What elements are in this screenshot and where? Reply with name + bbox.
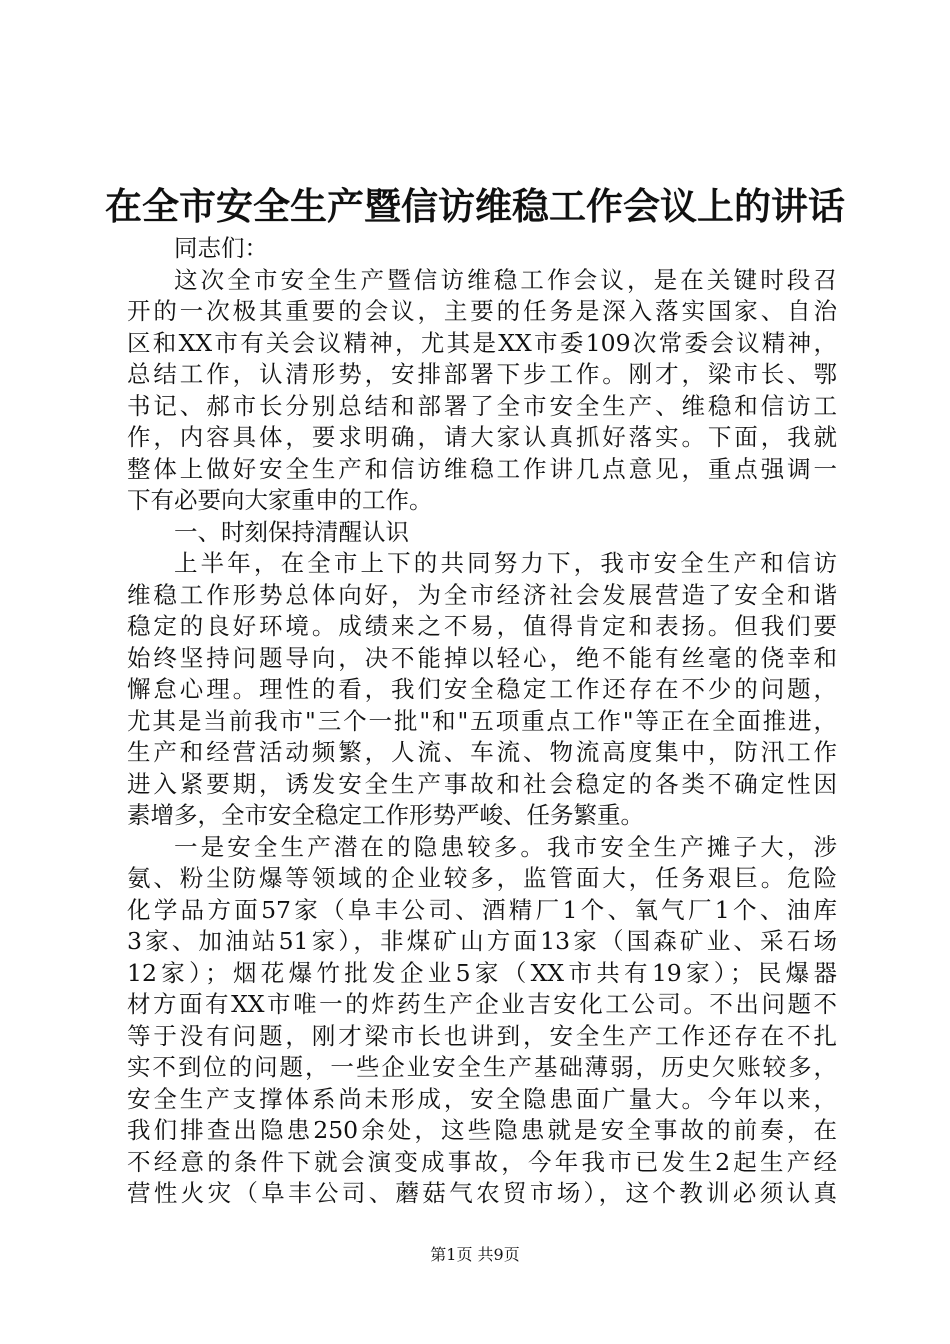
paragraph-3-line-5: 12家）；烟花爆竹批发企业5家（XX市共有19家）；民爆器 [127,958,837,987]
paragraph-3-line-8: 实不到位的问题，一些企业安全生产基础薄弱，历史欠账较多， [127,1053,837,1081]
paragraph-1-line-2: 开的一次极其重要的会议，主要的任务是深入落实国家、自治 [127,297,837,325]
document-body [127,233,837,1210]
paragraph-2-line-6: 尤其是当前我市"三个一批"和"五项重点工作"等正在全面推进， [127,706,837,735]
paragraph-1-line-6: 作，内容具体，要求明确，请大家认真抓好落实。下面，我就 [127,423,837,451]
paragraph-3-line-10: 我们排查出隐患250余处，这些隐患就是安全事故的前奏，在 [127,1116,837,1144]
paragraph-1-line-5: 书记、郝市长分别总结和部署了全市安全生产、维稳和信访工 [127,391,837,420]
paragraph-3-line-4: 3家、加油站51家），非煤矿山方面13家（国森矿业、采石场 [127,927,837,955]
paragraph-2-line-4: 始终坚持问题导向，决不能掉以轻心，绝不能有丝毫的侥幸和 [127,643,837,672]
paragraph-2-line-7: 生产和经营活动频繁，人流、车流、物流高度集中，防汛工作 [127,738,837,766]
paragraph-2-line-2: 维稳工作形势总体向好，为全市经济社会发展营造了安全和谐 [127,580,837,609]
page-footer: 第1页 共9页 [430,1245,520,1264]
paragraph-2-line-5: 懈怠心理。理性的看，我们安全稳定工作还存在不少的问题， [127,675,837,703]
paragraph-3-line-11: 不经意的条件下就会演变成事故，今年我市已发生2起生产经 [127,1147,837,1176]
section-heading-1: 一、时刻保持清醒认识 [174,517,409,546]
paragraph-2-line-1: 上半年，在全市上下的共同努力下，我市安全生产和信访 [174,549,837,577]
paragraph-3-line-9: 安全生产支撑体系尚未形成，安全隐患面广量大。今年以来， [127,1084,837,1113]
paragraph-2-line-8: 进入紧要期，诱发安全生产事故和社会稳定的各类不确定性因 [127,769,837,798]
paragraph-1-line-8: 下有必要向大家重申的工作。 [127,486,433,514]
paragraph-3-line-3: 化学品方面57家（阜丰公司、酒精厂1个、氧气厂1个、油库 [127,895,837,924]
paragraph-2-line-3: 稳定的良好环境。成绩来之不易，值得肯定和表扬。但我们要 [127,612,837,640]
paragraph-3-line-12: 营性火灾（阜丰公司、蘑菇气农贸市场），这个教训必须认真 [127,1179,837,1207]
paragraph-3-line-1: 一是安全生产潜在的隐患较多。我市安全生产摊子大，涉 [174,832,837,861]
paragraph-3-line-7: 等于没有问题，刚才梁市长也讲到，安全生产工作还存在不扎 [127,1021,837,1050]
paragraph-3-line-2: 氨、粉尘防爆等领域的企业较多，监管面大，任务艰巨。危险 [127,864,837,892]
salutation: 同志们： [174,234,268,262]
paragraph-2-line-9: 素增多，全市安全稳定工作形势严峻、任务繁重。 [127,801,644,829]
paragraph-3-line-6: 材方面有XX市唯一的炸药生产企业吉安化工公司。不出问题不 [127,990,837,1018]
paragraph-1-line-3: 区和XX市有关会议精神，尤其是XX市委109次常委会议精神， [127,328,837,357]
paragraph-1-line-1: 这次全市安全生产暨信访维稳工作会议，是在关键时段召 [174,265,837,294]
paragraph-1-line-4: 总结工作，认清形势，安排部署下步工作。刚才，梁市长、鄂 [127,360,837,388]
document-title: 在全市安全生产暨信访维稳工作会议上的讲话 [105,185,845,228]
paragraph-1-line-7: 整体上做好安全生产和信访维稳工作讲几点意见，重点强调一 [127,454,837,483]
